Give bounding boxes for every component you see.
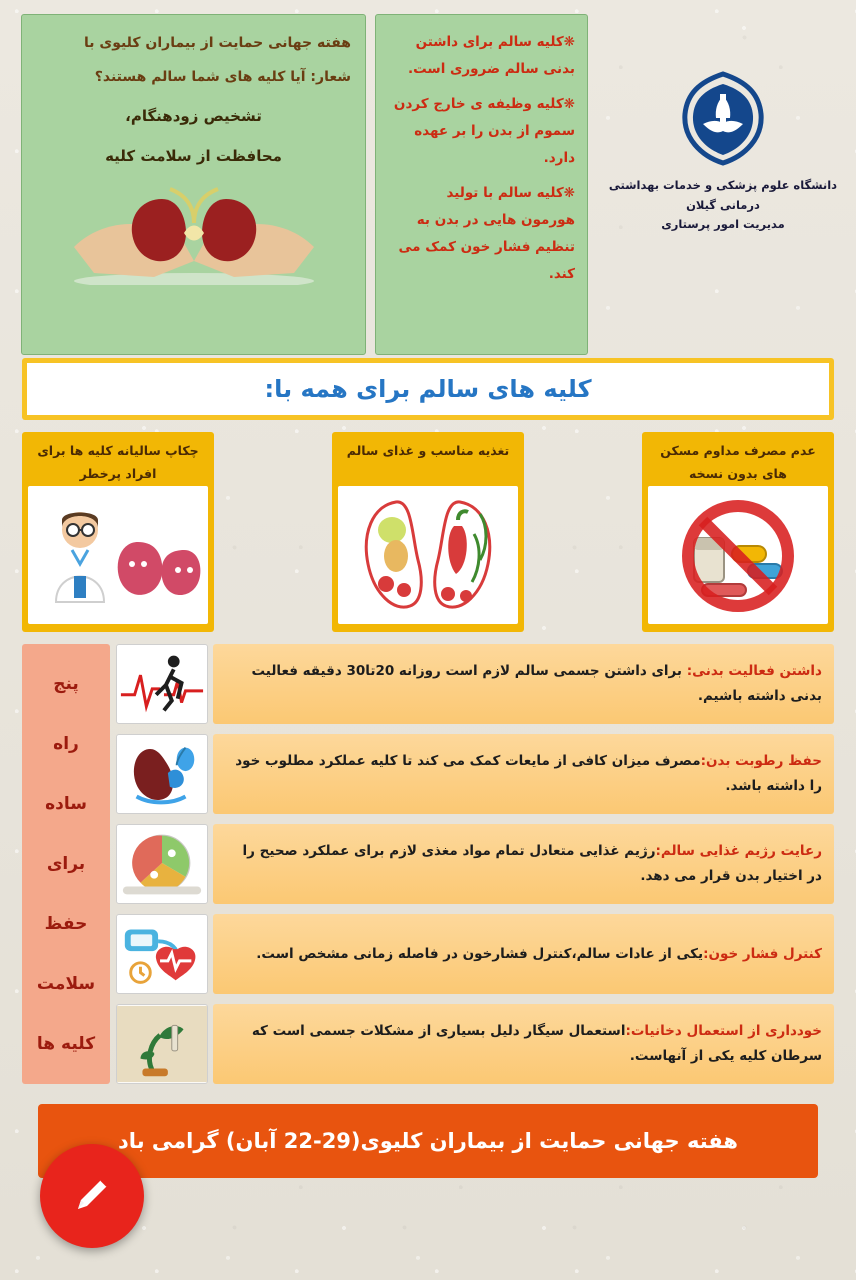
kidneys-vegetables-icon — [338, 486, 518, 624]
way-row-healthy-diet — [116, 824, 834, 904]
way-body: استعمال سیگار دلیل بسیاری از مشکلات جسمی است که سرطان کلیه یکی از آنهاست. — [251, 1023, 822, 1064]
slogan-highlight-1: تشخیص زودهنگام، — [125, 107, 262, 125]
fact-item: ❋کلیه سالم برای داشتن بدنی سالم ضروری است. — [408, 34, 575, 77]
card-healthy-nutrition — [332, 432, 524, 632]
way-lead: خودداری از استعمال دخانیات: — [625, 1023, 822, 1040]
slogan-highlight-2: محافظت از سلامت کلیه — [105, 147, 282, 165]
blood-pressure-monitor-icon — [116, 914, 208, 994]
five-ways-section — [22, 644, 834, 1084]
section-banner — [22, 358, 834, 420]
way-row-no-smoking — [116, 1004, 834, 1084]
water-kidney-icon — [116, 734, 208, 814]
organization-block — [598, 68, 848, 235]
way-body: مصرف میزان کافی از مایعات کمک می کند تا کلیه عملکرد مطلوب خود را داشته باشد. — [235, 753, 822, 794]
top-section — [0, 8, 856, 348]
slogan-box — [21, 14, 366, 355]
sidebar-word: پنج — [53, 674, 79, 694]
way-body: رژیم غذایی متعادل تمام مواد مغذی لازم برای عملکرد صحیح را در اختیار بدن قرار می دهد. — [242, 843, 822, 884]
way-lead: حفظ رطوبت بدن: — [700, 753, 822, 770]
way-text — [213, 1004, 834, 1084]
university-logo-icon — [673, 68, 773, 168]
way-text — [213, 734, 834, 814]
way-lead: داشتن فعالیت بدنی: — [686, 663, 822, 680]
sidebar-word: ساده — [45, 794, 87, 814]
way-body: یکی از عادات سالم،کنترل فشارخون در فاصله زمانی مشخص است. — [256, 945, 704, 962]
doctor-with-kidneys-icon — [28, 486, 208, 624]
kidney-facts-box — [375, 14, 588, 355]
edit-pencil-icon — [68, 1171, 116, 1222]
no-painkillers-icon — [648, 486, 828, 624]
way-text — [213, 824, 834, 904]
food-plate-icon — [116, 824, 208, 904]
way-body: برای داشتن جسمی سالم لازم است روزانه 20تا30 دقیقه فعالیت بدنی داشته باشیم. — [251, 663, 822, 704]
five-ways-list — [116, 644, 834, 1084]
fact-item: ❋کلیه وظیفه ی خارج کردن سموم از بدن را بر عهده دارد. — [393, 96, 575, 166]
footer-text: هفته جهانی حمایت از بیماران کلیوی(29-22 آبان) گرامی باد — [118, 1129, 738, 1153]
prevention-cards — [22, 432, 834, 632]
organization-name-line2: مدیریت امور پرستاری — [661, 217, 785, 232]
way-text — [213, 644, 834, 724]
way-text — [213, 914, 834, 994]
card-annual-checkup — [22, 432, 214, 632]
card-title: عدم مصرف مداوم مسکن های بدون نسخه — [660, 443, 816, 481]
edit-button[interactable] — [40, 1144, 144, 1248]
organization-name-line1: دانشگاه علوم پزشکی و خدمات بهداشتی درمانی گیلان — [608, 178, 838, 212]
sidebar-word: کلیه ها — [36, 1034, 96, 1054]
way-lead: رعایت رژیم غذایی سالم: — [655, 843, 822, 860]
banner-inner — [27, 363, 829, 415]
fact-item: ❋کلیه سالم با تولید هورمون هایی در بدن به تنظیم فشار خون کمک می کند. — [398, 185, 575, 282]
kidneys-in-hands-icon — [44, 177, 344, 285]
footer-banner — [38, 1104, 818, 1178]
card-no-painkillers — [642, 432, 834, 632]
sidebar-word: حفظ — [44, 914, 88, 934]
way-row-physical-activity — [116, 644, 834, 724]
way-row-blood-pressure — [116, 914, 834, 994]
way-row-hydration — [116, 734, 834, 814]
way-lead: کنترل فشار خون: — [703, 945, 822, 962]
sidebar-word: برای — [46, 854, 86, 874]
no-smoking-icon — [116, 1004, 208, 1084]
five-ways-sidebar — [22, 644, 110, 1084]
slogan-line-1: هفته جهانی حمایت از بیماران کلیوی با — [83, 35, 351, 51]
card-title: چکاپ سالیانه کلیه ها برای افراد پرخطر — [37, 443, 199, 481]
sidebar-word: سلامت — [36, 974, 96, 994]
sidebar-word: راه — [53, 734, 79, 754]
banner-title: کلیه های سالم برای همه با: — [264, 375, 592, 403]
card-title: تغذیه مناسب و غذای سالم — [346, 443, 510, 458]
slogan-line-2: شعار: آیا کلیه های شما سالم هستند؟ — [94, 69, 351, 85]
running-person-ecg-icon — [116, 644, 208, 724]
